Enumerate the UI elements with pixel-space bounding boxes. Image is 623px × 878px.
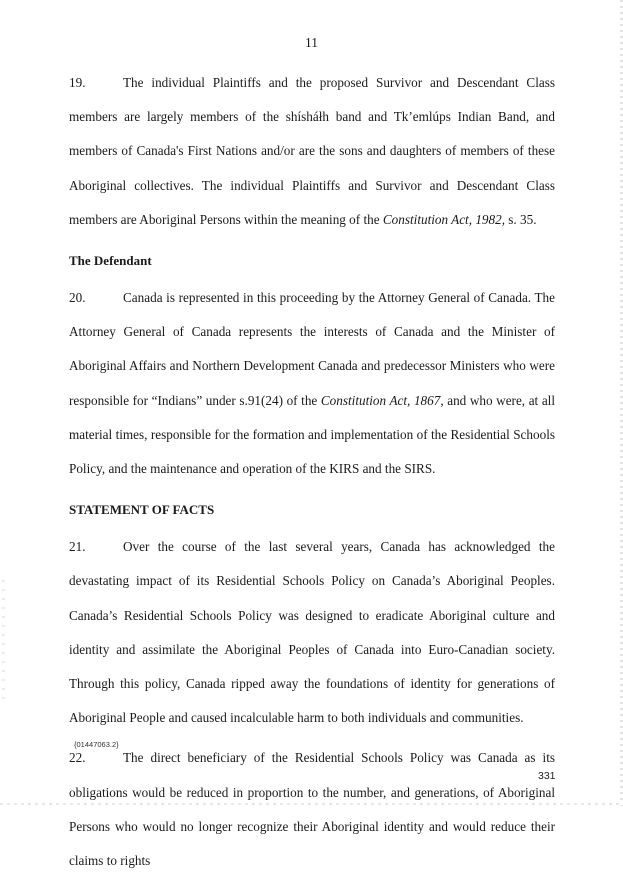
section-heading-defendant: The Defendant: [69, 253, 152, 269]
paragraph-20: [69, 281, 555, 486]
paragraph-text: s. 35.: [505, 211, 537, 227]
paragraph-19: [69, 66, 555, 237]
paragraph-text: Over the course of the last several years, Canada has acknowledged the devastating impact of its Residential Schools Policy on Canada’s Aboriginal Peoples. Canada’s Residential Schools Policy was designed to eradicate Aboriginal culture and identity and assimilate the Aboriginal Peoples of Canada into Euro-Canadian society. Through this policy, Canada ripped away the foundations of identity for generations of Aboriginal People and caused incalculable harm to both individuals and communities.: [69, 539, 555, 726]
paragraph-text: Canada is represented in this proceeding by the Attorney General of Canada. The Attorney General of Canada represents the interests of Canada and the Minister of Aboriginal Affairs and Northern Development Canada and predecessor Ministers who were responsible for “Indians” under s.91(24) of the: [69, 290, 555, 408]
bates-page-number: 331: [538, 770, 556, 782]
paragraph-number: 20.: [69, 290, 86, 306]
statute-citation: Constitution Act, 1982,: [382, 211, 505, 227]
paragraph-number: 22.: [69, 750, 86, 766]
paragraph-text: , and who were, at all material times, responsible for the formation and implementation of the Residential Schools Policy, and the maintenance and operation of the KIRS and the SIRS.: [69, 392, 555, 477]
paragraph-22: [69, 741, 555, 878]
paragraph-number: 21.: [69, 539, 86, 555]
scan-edge-artifact: [2, 580, 5, 700]
page-number-top: 11: [305, 35, 318, 50]
paragraph-number: 19.: [69, 75, 86, 90]
paragraph-21: [69, 530, 555, 735]
section-heading-statement-of-facts: STATEMENT OF FACTS: [69, 502, 215, 518]
document-id: {01447063.2}: [74, 740, 119, 749]
document-body: [69, 66, 555, 878]
paragraph-text: The individual Plaintiffs and the proposed Survivor and Descendant Class members are largely members of the shísháłh band and Tk’emlúps Indian Band, and members of Canada's First Nations and/or are the sons and daughters of members of these Aboriginal collectives. The individual Plaintiffs and Survivor and Descendant Class members are Aboriginal Persons within the meaning of the: [69, 75, 555, 227]
scan-edge-artifact: [0, 803, 623, 805]
statute-citation: Constitution Act, 1867: [320, 392, 441, 408]
paragraph-text: The direct beneficiary of the Residential Schools Policy was Canada as its obligations would be reduced in proportion to the number, and generations, of Aboriginal Persons who would no longer recognize their Aboriginal identity and would reduce their claims to rights: [69, 750, 555, 869]
